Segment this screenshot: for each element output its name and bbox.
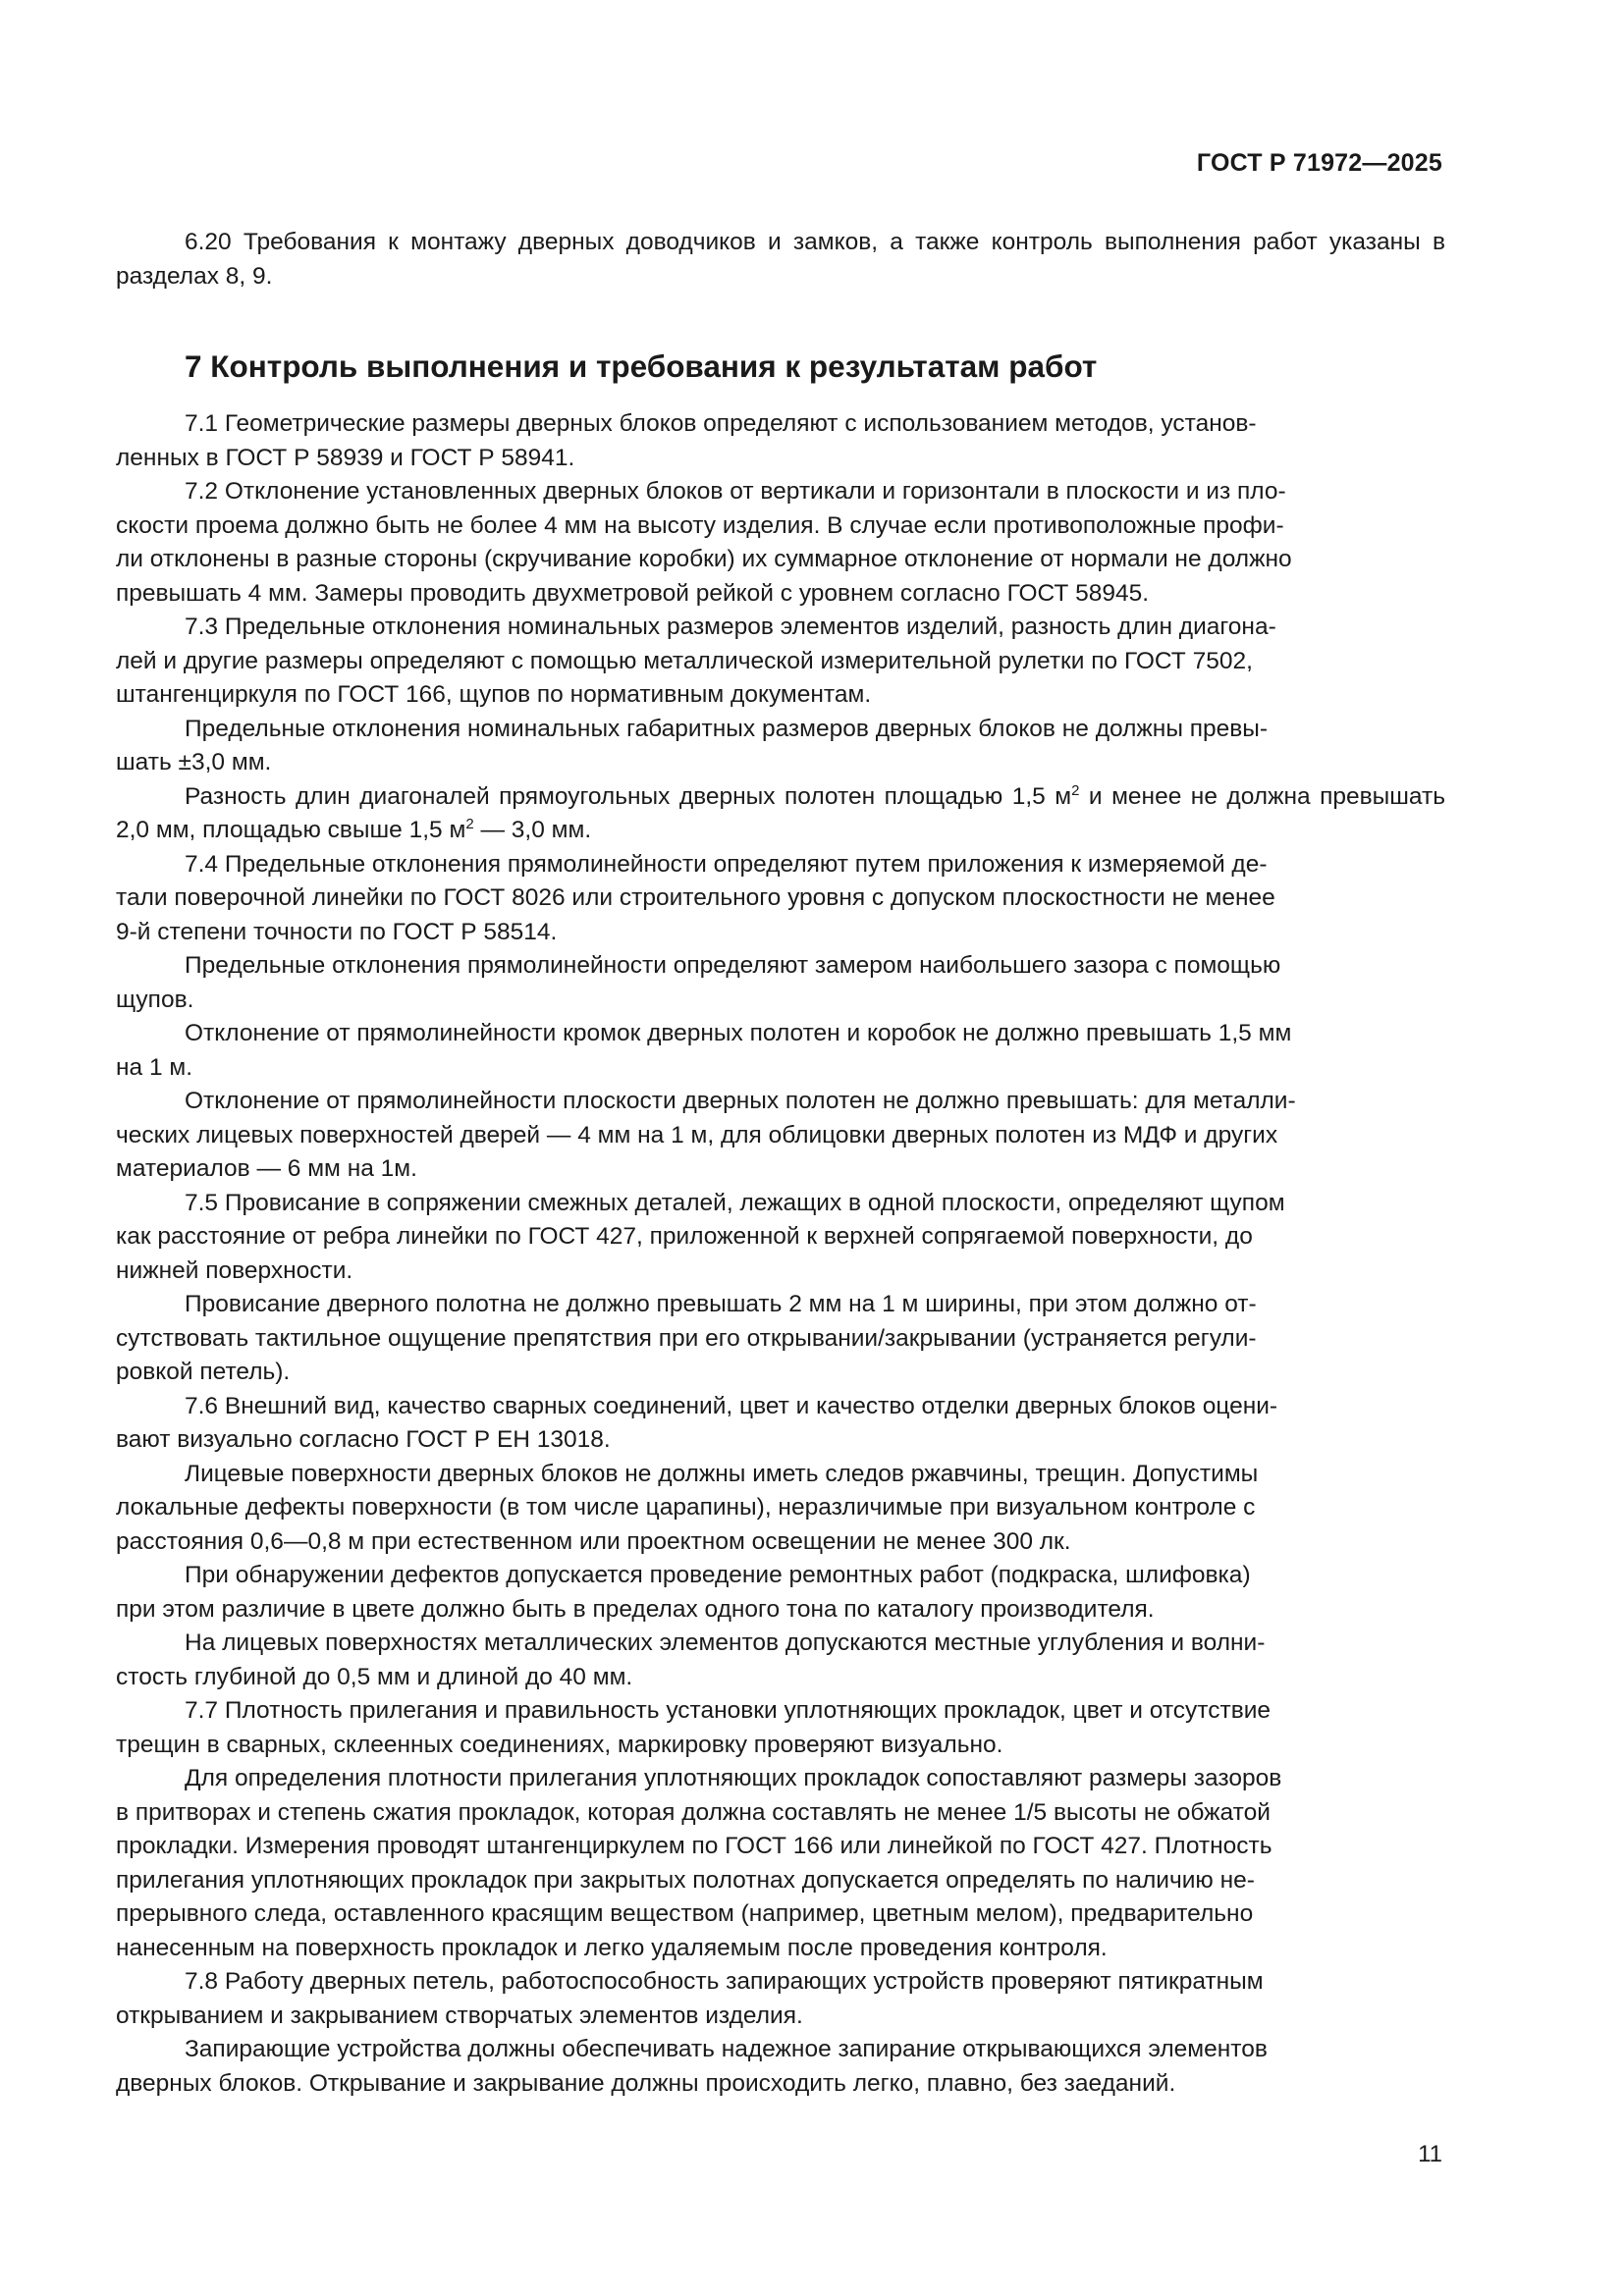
paragraph-diagonal-difference: [116, 780, 1445, 848]
paragraph-straightness-measure: Предельные отклонения прямолинейности определяют замером наибольшего зазора с помощью щупов.: [116, 952, 1281, 1013]
paragraph-7-6: 7.6 Внешний вид, качество сварных соединений, цвет и качество отделки дверных блоков оцени- вают визуально согласно ГОСТ Р ЕН 13018.: [116, 1392, 1278, 1453]
paragraph-waviness: На лицевых поверхностях металлических элементов допускаются местные углубления и волни- стость глубиной до 0,5 мм и длиной до 40 мм.: [116, 1629, 1266, 1690]
paragraph-plane-straightness: Отклонение от прямолинейности плоскости дверных полотен не должно превышать: для металли- ческих лицевых поверхностей дверей — 4 мм на 1 м, для облицовки дверных полотен из МДФ и других материалов — 6 мм на 1м.: [116, 1088, 1296, 1182]
diag-superscript-2: 2: [465, 815, 474, 832]
section-heading: 7 Контроль выполнения и требования к результатам работ: [185, 348, 1098, 384]
diag-text-3: — 3,0 мм.: [473, 817, 592, 843]
diag-superscript-1: 2: [1071, 781, 1080, 799]
paragraph-7-3: 7.3 Предельные отклонения номинальных размеров элементов изделий, разность длин диагона- лей и другие размеры определяют с помощью металлической измерительной рулетки по ГОСТ 7502, штангенциркуля по ГОСТ 166, щупов по нормативным документам.: [116, 614, 1276, 708]
paragraph-7-7: 7.7 Плотность прилегания и правильность установки уплотняющих прокладок, цвет и отсутствие трещин в сварных, склеенных соединениях, маркировку проверяют визуально.: [116, 1697, 1272, 1758]
page-number: 11: [1418, 2141, 1442, 2167]
paragraph-7-8: 7.8 Работу дверных петель, работоспособность запирающих устройств проверяют пятикратным открыванием и закрыванием створчатых элементов изделия.: [116, 1968, 1264, 2029]
diag-text-1: Разность длин диагоналей прямоугольных дверных полотен площадью 1,5 м: [185, 782, 1072, 810]
intro-paragraph: 6.20 Требования к монтажу дверных доводчиков и замков, а также контроль выполнения работ указаны в разделах 8, 9.: [116, 229, 1445, 290]
document-code-header: ГОСТ Р 71972—2025: [1196, 149, 1442, 177]
paragraph-7-1: 7.1 Геометрические размеры дверных блоков определяют с использованием методов, установ- ленных в ГОСТ Р 58939 и ГОСТ Р 58941.: [116, 410, 1257, 471]
paragraph-seal-fit: Для определения плотности прилегания уплотняющих прокладок сопоставляют размеры зазоров в притворах и степень сжатия прокладок, которая должна составлять не менее 1/5 высоты не обжатой прокладки. Измерения проводят штангенциркулем по ГОСТ 166 или линейкой по ГОСТ 427. Плотность прилегания уплотняющих прокладок при закрытых полотнах допускается определять по наличию не- прерывного следа, оставленного красящим веществом (например, цветным мелом), предварительно нанесенным на поверхность прокладок и легко удаляемым после проведения контроля.: [116, 1765, 1282, 1961]
paragraph-repair: При обнаружении дефектов допускается проведение ремонтных работ (подкраска, шлифовка) при этом различие в цвете должно быть в пределах одного тона по каталогу производителя.: [116, 1562, 1251, 1623]
paragraph-dimension-tolerance: Предельные отклонения номинальных габаритных размеров дверных блоков не должны превы- шать ±3,0 мм.: [116, 715, 1269, 775]
paragraph-sag: Провисание дверного полотна не должно превышать 2 мм на 1 м ширины, при этом должно от- сутствовать тактильное ощущение препятствия при его открывании/закрывании (устраняется регули- ровкой петель).: [116, 1291, 1257, 1385]
paragraph-7-5: 7.5 Провисание в сопряжении смежных деталей, лежащих в одной плоскости, определяют щупом как расстояние от ребра линейки по ГОСТ 427, приложенной к верхней сопрягаемой поверхности, до нижней поверхности.: [116, 1189, 1285, 1284]
paragraph-locking-devices: Запирающие устройства должны обеспечивать надежное запирание открывающихся элементов дверных блоков. Открывание и закрывание должны происходить легко, плавно, без заеданий.: [116, 2036, 1268, 2097]
page-content: [116, 226, 1445, 2101]
paragraph-surface-defects: Лицевые поверхности дверных блоков не должны иметь следов ржавчины, трещин. Допустимы локальные дефекты поверхности (в том числе царапины), неразличимые при визуальном контроле с расстояния 0,6—0,8 м при естественном или проектном освещении не менее 300 лк.: [116, 1460, 1259, 1555]
diag-text-2: и менее не должна превышать 2,0 мм, площадью свыше 1,5 м: [116, 782, 1445, 843]
paragraph-7-4: 7.4 Предельные отклонения прямолинейности определяют путем приложения к измеряемой де- тали поверочной линейки по ГОСТ 8026 или строительного уровня с допуском плоскостности не менее 9-й степени точности по ГОСТ Р 58514.: [116, 850, 1275, 945]
paragraph-7-2: 7.2 Отклонение установленных дверных блоков от вертикали и горизонтали в плоскости и из пло- скости проема должно быть не более 4 мм на высоту изделия. В случае если противоположные профи- ли отклонены в разные стороны (скручивание коробки) их суммарное отклонение от нормали не должно превышать 4 мм. Замеры проводить двухметровой рейкой с уровнем согласно ГОСТ 58945.: [116, 478, 1292, 607]
paragraph-edge-straightness: Отклонение от прямолинейности кромок дверных полотен и коробок не должно превышать 1,5 мм на 1 м.: [116, 1020, 1292, 1081]
